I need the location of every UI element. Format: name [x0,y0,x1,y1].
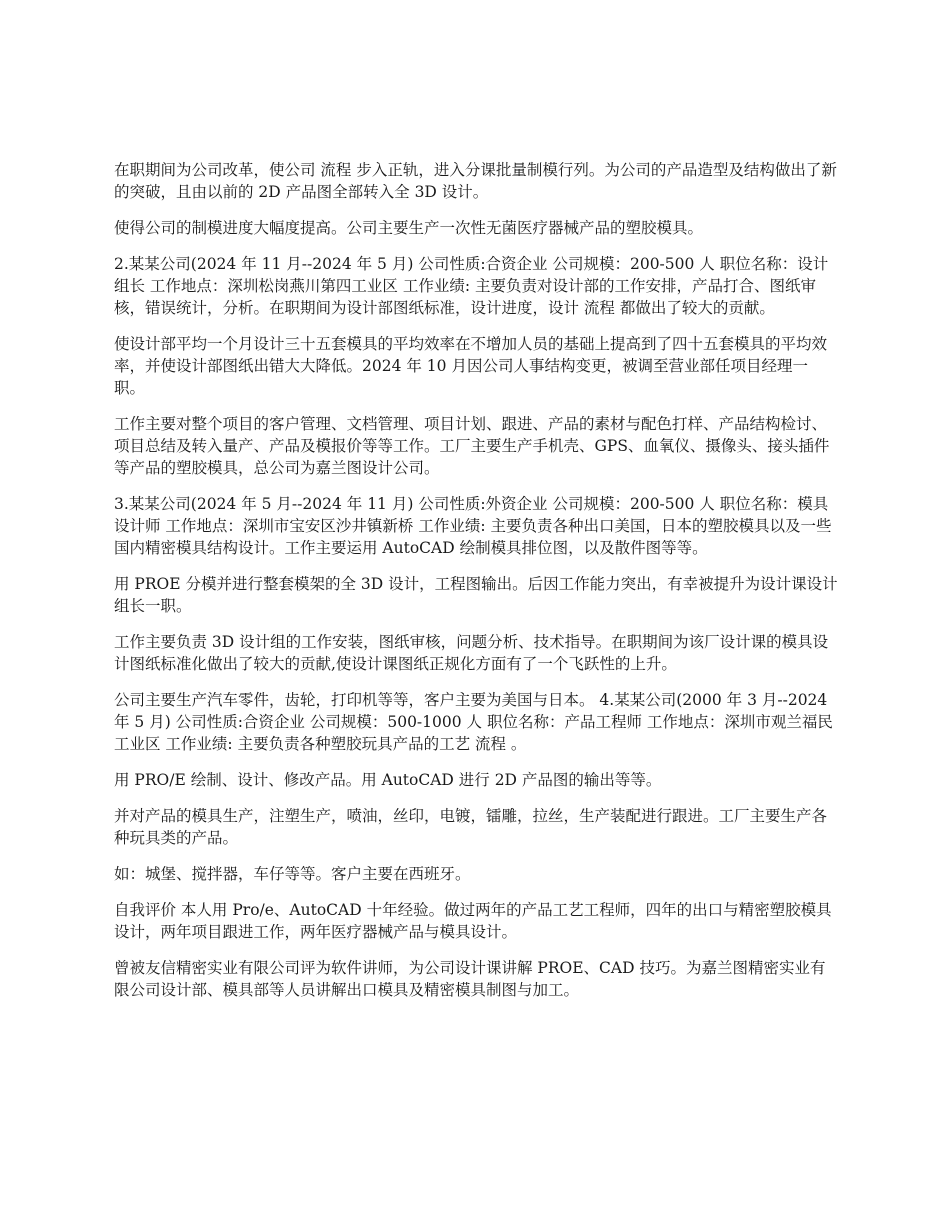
paragraph-production-followup: 并对产品的模具生产，注塑生产，喷油，丝印，电镀，镭雕，拉丝，生产装配进行跟进。工厂主要生产各种玩具类的产品。 [114,807,828,847]
paragraph-project-management: 工作主要对整个项目的客户管理、文档管理、项目计划、跟进、产品的素材与配色打样、产品结构检讨、项目总结及转入量产、产品及模报价等等工作。工厂主要生产手机壳、GPS、血氧仪、摄像头、接头插件等产品的塑胶模具，总公司为嘉兰图设计公司。 [114,415,830,477]
paragraph-self-evaluation: 自我评价 本人用 Pro/e、AutoCAD 十年经验。做过两年的产品工艺工程师，四年的出口与精密塑胶模具设计，两年项目跟进工作，两年医疗器械产品与模具设计。 [114,901,832,941]
paragraph-software-lecturer: 曾被友信精密实业有限公司评为软件讲师，为公司设计课讲解 PROE、CAD 技巧。为嘉兰图精密实业有限公司设计部、模具部等人员讲解出口模具及精密模具制图与加工。 [114,959,826,999]
paragraph-proe-autocad: 用 PRO/E 绘制、设计、修改产品。用 AutoCAD 进行 2D 产品图的输出等等。 [114,771,662,789]
paragraph-design-efficiency: 使设计部平均一个月设计三十五套模具的平均效率在不增加人员的基础上提高到了四十五套模具的平均效率，并使设计部图纸出错大大降低。2024 年 10 月因公司人事结构变更，被调至营业部任项目经理一职。 [114,335,828,397]
paragraph-mold-progress: 使得公司的制模进度大幅度提高。公司主要生产一次性无菌医疗器械产品的塑胶模具。 [114,219,704,237]
paragraph-company-4: 公司主要生产汽车零件，齿轮，打印机等等，客户主要为美国与日本。 4.某某公司(2000 年 3 月--2024 年 5 月) 公司性质:合资企业 公司规模：500-1000 人 职位名称：产品工程师 工作地点：深圳市观兰福民工业区 工作业绩: 主要负责各种塑胶玩具产品的工艺 流程 。 [114,691,833,753]
paragraph-products-clients: 如：城堡、搅拌器，车仔等等。客户主要在西班牙。 [114,865,471,883]
paragraph-3d-group: 工作主要负责 3D 设计组的工作安装，图纸审核，问题分析、技术指导。在职期间为该厂设计课的模具设计图纸标准化做出了较大的贡献,使设计课图纸正规化方面有了一个飞跃性的上升。 [114,633,829,673]
paragraph-reform: 在职期间为公司改革，使公司 流程 步入正轨，进入分课批量制模行列。为公司的产品造型及结构做出了新的突破，且由以前的 2D 产品图全部转入全 3D 设计。 [114,161,837,201]
paragraph-company-3: 3.某某公司(2024 年 5 月--2024 年 11 月) 公司性质:外资企业 公司规模：200-500 人 职位名称：模具设计师 工作地点：深圳市宝安区沙井镇新桥 工作业绩: 主要负责各种出口美国，日本的塑胶模具以及一些国内精密模具结构设计。工作主要运用 AutoCAD 绘制模具排位图，以及散件图等等。 [114,495,832,557]
document-page [114,159,838,1015]
paragraph-company-2: 2.某某公司(2024 年 11 月--2024 年 5 月) 公司性质:合资企业 公司规模：200-500 人 职位名称：设计组长 工作地点：深圳松岗燕川第四工业区 工作业绩: 主要负责对设计部的工作安排，产品打合、图纸审核，错误统计，分析。在职期间为设计部图纸标准，设计进度，设计 流程 都做出了较大的贡献。 [114,255,829,317]
paragraph-proe-design: 用 PROE 分模并进行整套模架的全 3D 设计，工程图输出。后因工作能力突出，有幸被提升为设计课设计组长一职。 [114,575,838,615]
